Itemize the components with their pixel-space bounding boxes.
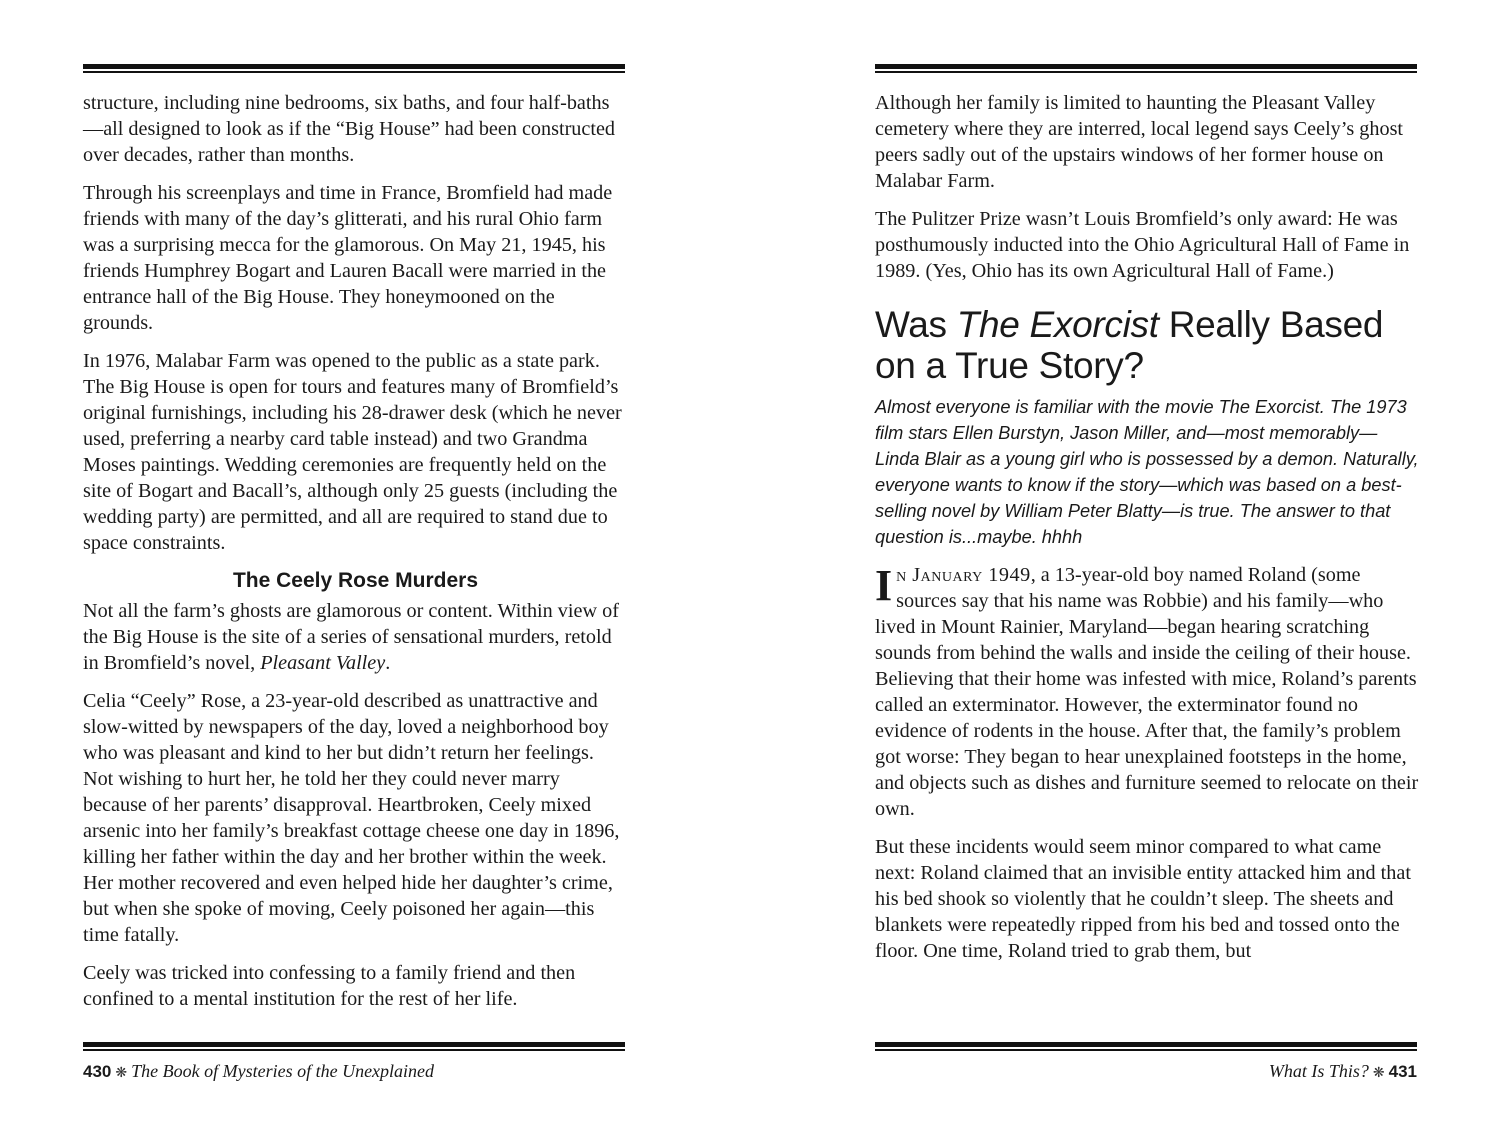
chapter-title [875,304,1420,386]
asterism-icon: ❋ [1372,1065,1385,1081]
paragraph-text: Not all the farm’s ghosts are glamorous or content. Within view of the Big House is the site of a series of sensational murders, retold in Bromfield’s novel, [83,600,619,674]
chapter-title-suffix: Really Based on a True Story? [875,304,1384,386]
top-rule [83,64,625,74]
bottom-rule [83,1042,625,1052]
paragraph: Ceely was tricked into confessing to a family friend and then confined to a mental institution for the rest of her life. [83,962,576,1010]
paragraph: Although her family is limited to haunting the Pleasant Valley cemetery where they are interred, local legend says Ceely’s ghost peers sadly out of the upstairs windows of her former house on Malabar Farm. [875,92,1404,192]
left-page [83,0,625,1125]
paragraph: But these incidents would seem minor compared to what came next: Roland claimed that an invisible entity attacked him and that his bed shook so violently that he couldn’t sleep. The sheets and blankets were repeatedly ripped from his bed and tossed onto the floor. One time, Roland tried to grab them, but [875,836,1411,962]
lead-paragraph [875,562,1420,822]
right-page [875,0,1417,1125]
right-folio [1269,1059,1417,1085]
top-rule [875,64,1417,74]
chapter-title-italic: The Exorcist [956,304,1159,345]
bottom-rule [875,1042,1417,1052]
page-number: 431 [1388,1062,1417,1081]
paragraph: structure, including nine bedrooms, six baths, and four half-baths—all designed to look as if the “Big House” had been constructed over decades, rather than months. [83,92,616,166]
drop-cap: I [875,561,893,610]
chapter-dek: Almost everyone is familiar with the movie The Exorcist. The 1973 film stars Ellen Burstyn, Jason Miller, and—most memorably—Linda Blair as a young girl who is possessed by a demon. Naturally, everyone wants to know if the story—which was based on a best-selling novel by William Peter Blatty—is true. The answer to that question is...maybe. hhhh [875,397,1419,547]
paragraph: The Pulitzer Prize wasn’t Louis Bromfield’s only award: He was posthumously inducted into the Ohio Agricultural Hall of Fame in 1989. (Yes, Ohio has its own Agricultural Hall of Fame.) [875,208,1410,282]
asterism-icon: ❋ [115,1065,128,1081]
paragraph: Celia “Ceely” Rose, a 23-year-old described as unattractive and slow-witted by newspapers of the day, loved a neighborhood boy who was pleasant and kind to her but didn’t return her feelings. Not wishing to hurt her, he told her they could never marry because of her parents’ disapproval. Heartbroken, Ceely mixed arsenic into her family’s breakfast cottage cheese one day in 1896, killing her father within the day and her brother within the week. Her mother recovered and even helped hide her daughter’s crime, but when she spoke of moving, Ceely poisoned her again—this time fatally. [83,690,620,946]
paragraph: Through his screenplays and time in France, Bromfield had made friends with many of the day’s glitterati, and his rural Ohio farm was a surprising mecca for the glamorous. On May 21, 1945, his friends Humphrey Bogart and Lauren Bacall were married in the entrance hall of the Big House. They honeymooned on the grounds. [83,182,613,334]
paragraph: In 1976, Malabar Farm was opened to the public as a state park. The Big House is open for tours and features many of Bromfield’s original furnishings, including his 28-drawer desk (which he never used, preferring a nearby card table instead) and two Grandma Moses paintings. Wedding ceremonies are frequently held on the site of Bogart and Bacall’s, although only 25 guests (including the wedding party) are permitted, and all are required to stand due to space constraints. [83,350,622,554]
running-head: What Is This? [1268,1061,1369,1081]
lead-smallcaps: n January 1949 [896,564,1031,586]
left-folio [83,1059,434,1085]
right-body-text [875,90,1420,976]
chapter-title-prefix: Was [875,304,947,345]
left-body-text [83,90,628,1024]
section-subhead: The Ceely Rose Murders [232,569,479,592]
running-head: The Book of Mysteries of the Unexplained [131,1061,435,1081]
page-number: 430 [83,1062,112,1081]
lead-text: , a 13-year-old boy named Roland (some sources say that his name was Robbie) and his family—who lived in Mount Rainier, Maryland—began hearing scratching sounds from behind the walls and inside the ceiling of their house. Believing that their home was infested with mice, Roland’s parents called an exterminator. However, the exterminator found no evidence of rodents in the house. After that, the family’s problem got worse: They began to hear unexplained footsteps in the home, and objects such as dishes and furniture seemed to relocate on their own. [875,564,1419,820]
paragraph: Not all the farm’s ghosts are glamorous or content. Within view of the Big House is the site of a series of sensational murders, retold in Bromfield’s novel, Pleasant Valley. [83,600,619,674]
novel-title: Pleasant Valley [260,652,386,674]
